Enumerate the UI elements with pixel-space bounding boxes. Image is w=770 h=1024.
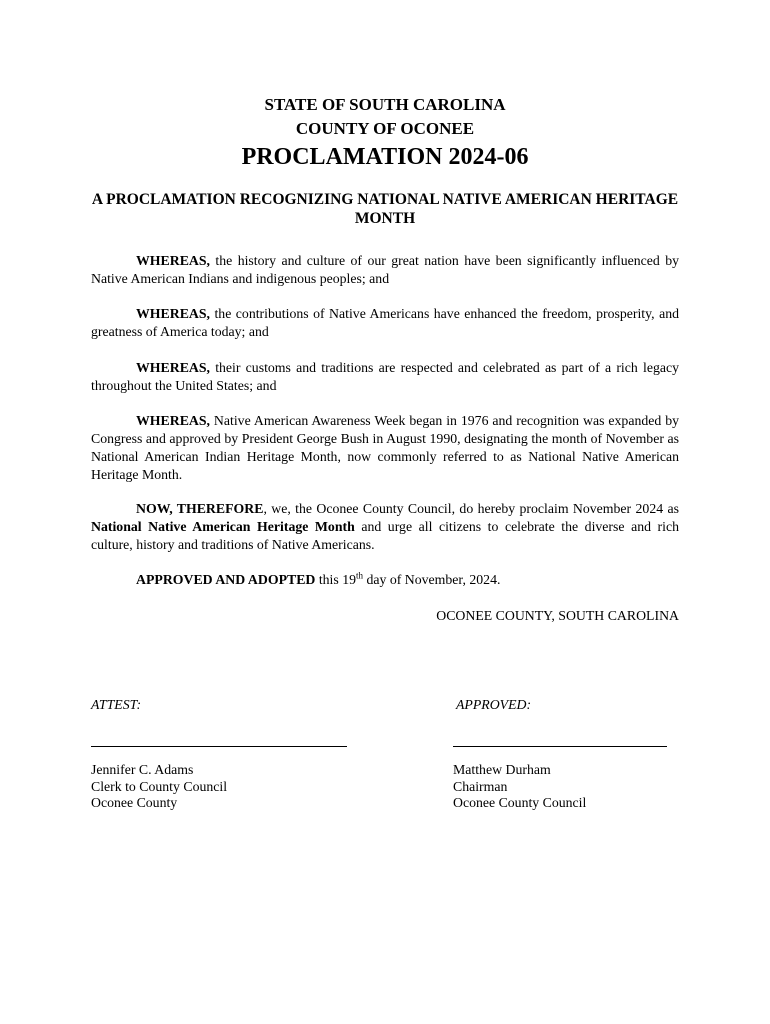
whereas-text: their customs and traditions are respected and celebrated as part of a rich legacy throughout the United States; and: [91, 360, 679, 393]
whereas-text: Native American Awareness Week began in 1976 and recognition was expanded by Congress and approved by President George Bush in August 1990, designating the month of November as National American Indian Heritage Month, now commonly referred to as National Native American Heritage Month.: [91, 413, 679, 482]
adoption-text-after: day of November, 2024.: [363, 572, 501, 587]
whereas-paragraph-3: [91, 359, 679, 395]
approved-signature-line: [453, 746, 667, 747]
whereas-lead: WHEREAS,: [136, 413, 210, 428]
proclamation-subtitle: A PROCLAMATION RECOGNIZING NATIONAL NATIVE AMERICAN HERITAGE MONTH: [91, 191, 679, 227]
approved-name: Matthew Durham: [453, 762, 551, 777]
whereas-lead: WHEREAS,: [136, 253, 210, 268]
whereas-paragraph-1: [91, 252, 679, 288]
resolution-text-before: , we, the Oconee County Council, do hereby proclaim November 2024 as: [263, 501, 679, 516]
attest-name: Jennifer C. Adams: [91, 762, 194, 777]
adoption-lead: APPROVED AND ADOPTED: [136, 572, 316, 587]
adoption-superscript: th: [356, 570, 364, 581]
attest-title: Clerk to County Council: [91, 778, 228, 794]
approved-signature-block: [453, 762, 586, 812]
attest-label: ATTEST:: [91, 697, 142, 712]
adoption-paragraph: [91, 571, 679, 589]
jurisdiction-line: OCONEE COUNTY, SOUTH CAROLINA: [436, 608, 679, 623]
whereas-text: the history and culture of our great nation have been significantly influenced by Native American Indians and indigenous peoples; and: [91, 253, 679, 286]
whereas-paragraph-4: [91, 412, 679, 484]
resolution-paragraph: [91, 500, 679, 554]
whereas-lead: WHEREAS,: [136, 306, 210, 321]
whereas-text: the contributions of Native Americans have enhanced the freedom, prosperity, and greatness of America today; and: [91, 306, 679, 339]
proclamation-title: PROCLAMATION 2024-06: [241, 144, 529, 170]
approved-org: Oconee County Council: [453, 795, 587, 810]
approved-title: Chairman: [453, 778, 508, 794]
resolution-lead: NOW, THEREFORE: [136, 501, 264, 516]
resolution-bold-middle: National Native American Heritage Month: [91, 519, 355, 534]
approved-label: APPROVED:: [456, 697, 532, 712]
whereas-paragraph-2: [91, 305, 679, 341]
state-heading: STATE OF SOUTH CAROLINA: [264, 95, 506, 114]
attest-signature-block: [91, 762, 227, 812]
attest-signature-line: [91, 746, 347, 747]
whereas-lead: WHEREAS,: [136, 360, 210, 375]
adoption-text-before: this 19: [315, 572, 357, 587]
resolution-text-after: and urge all citizens to celebrate the diverse and rich culture, history and traditions of Native Americans.: [91, 519, 679, 552]
attest-org: Oconee County: [91, 795, 178, 810]
county-heading: COUNTY OF OCONEE: [295, 119, 475, 138]
